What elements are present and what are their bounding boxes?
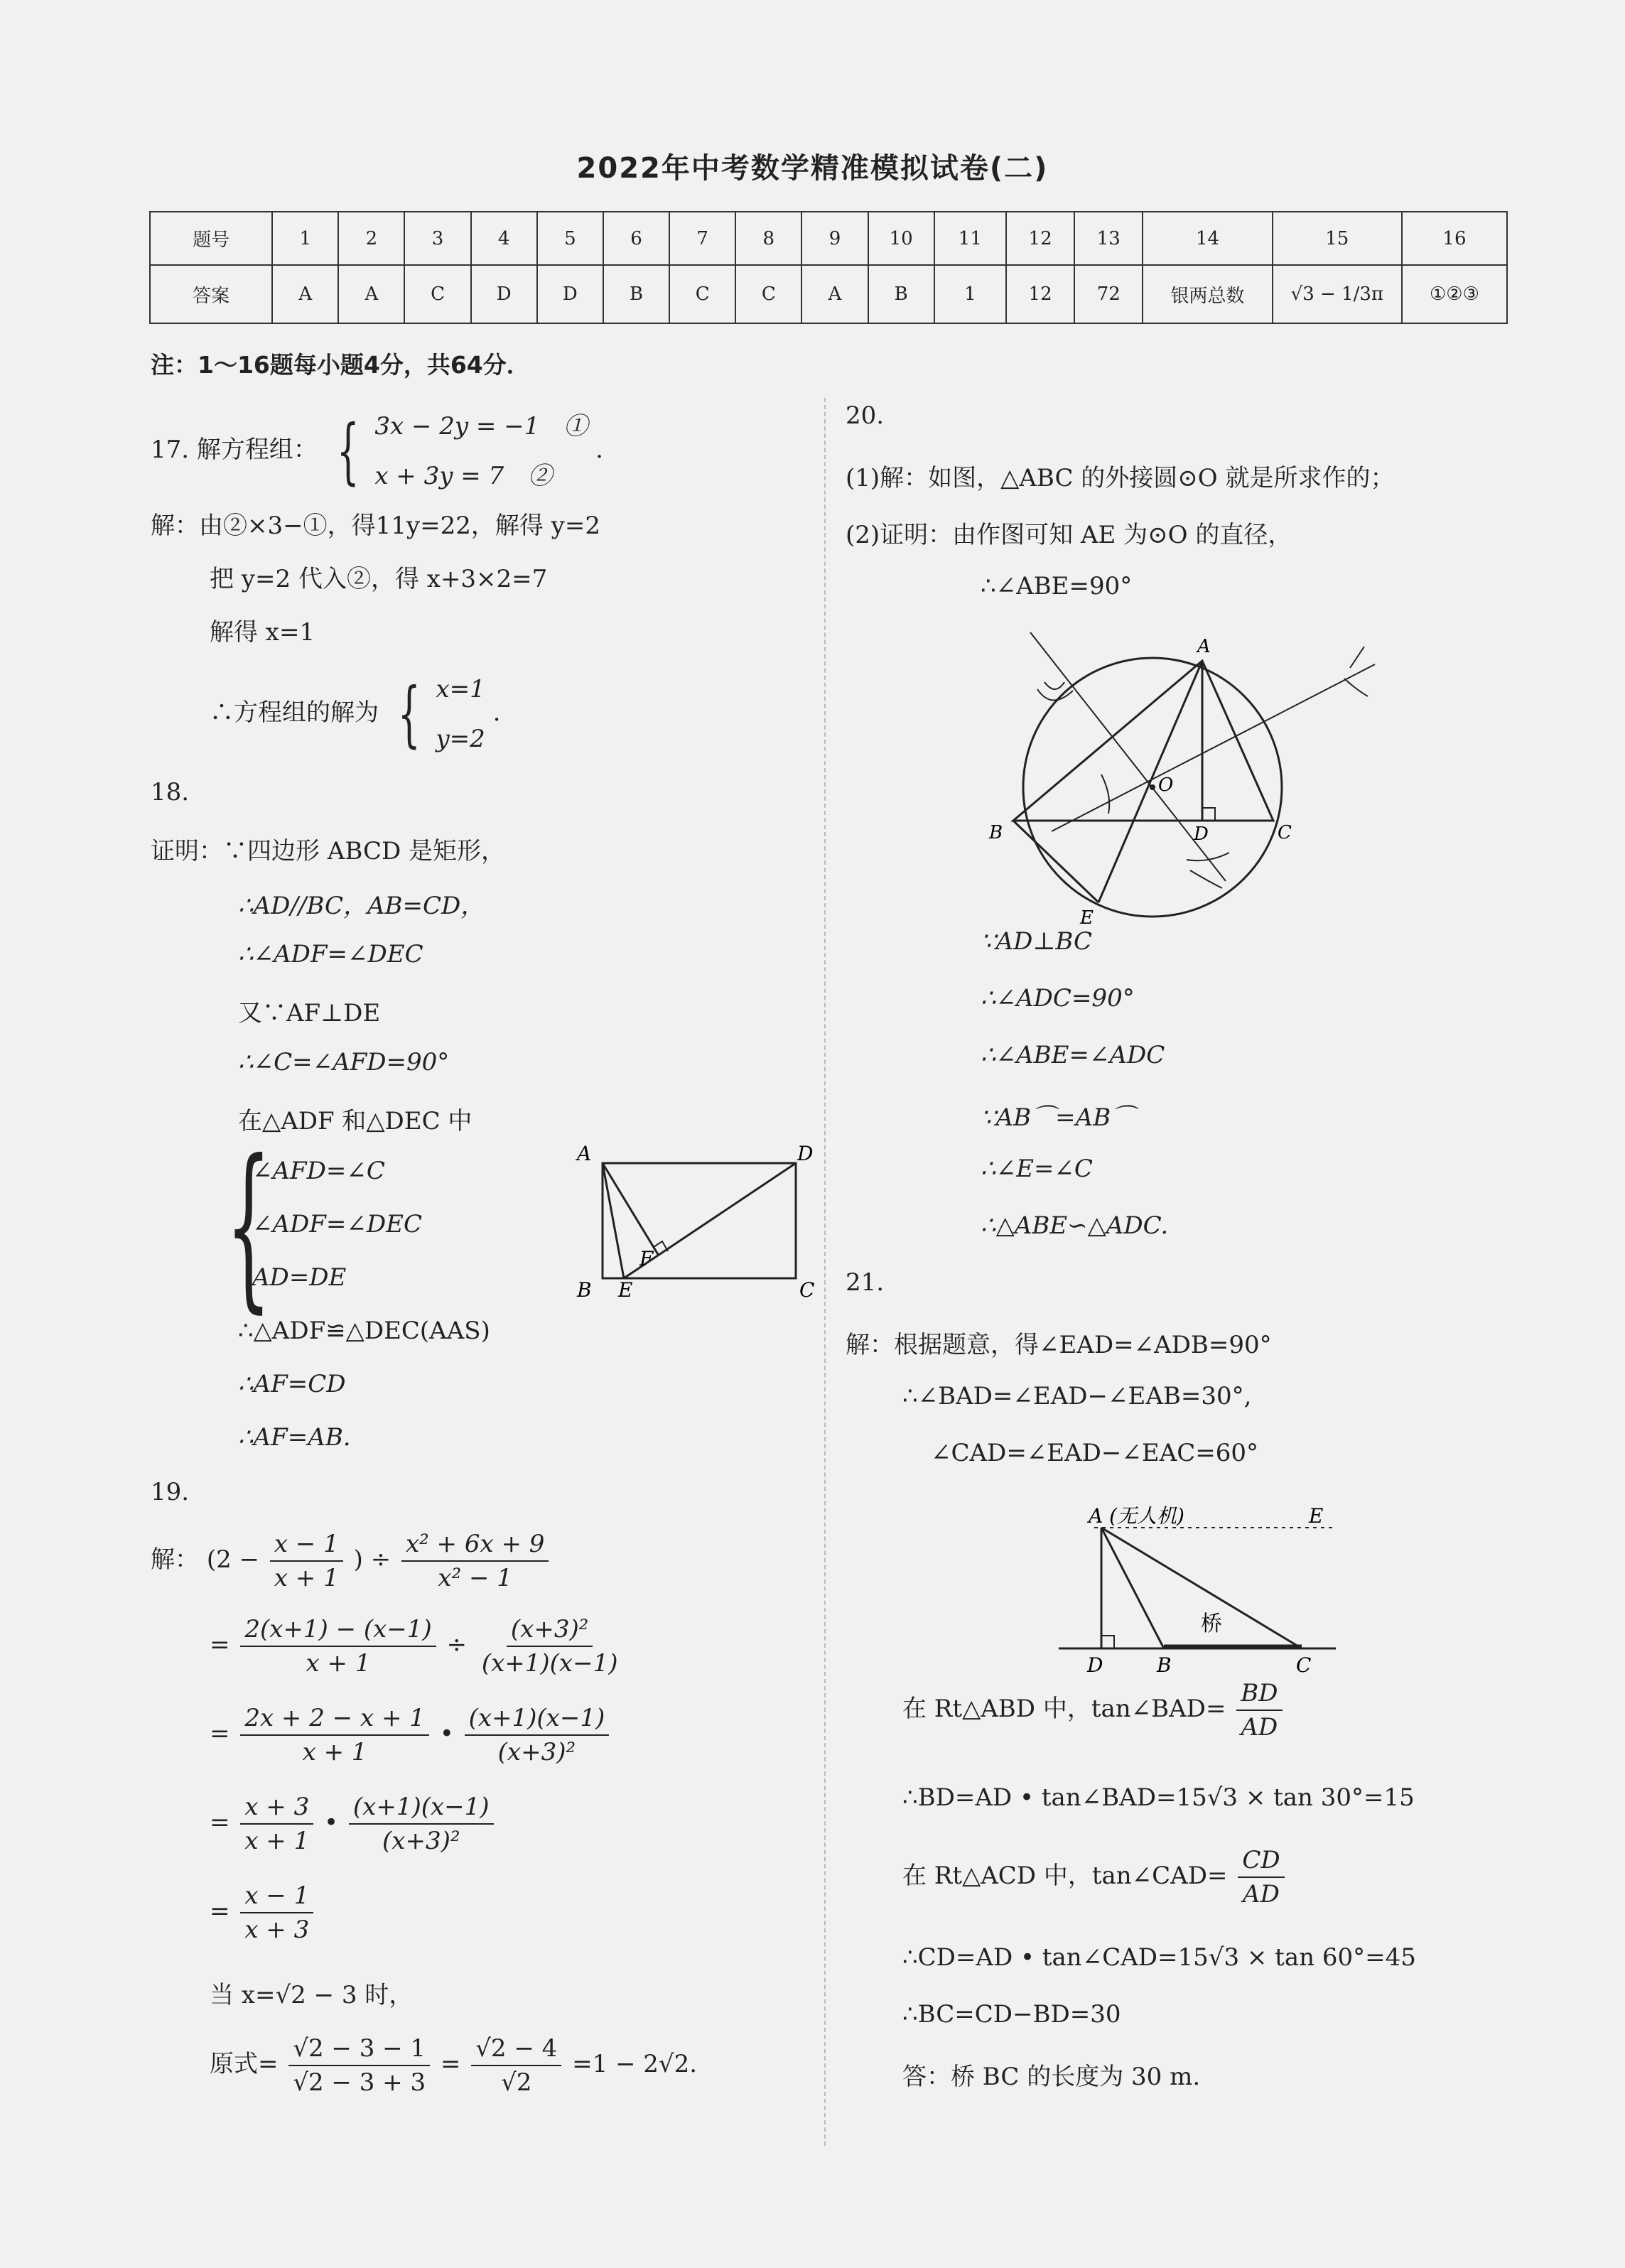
q19-orig: 原式= <box>210 2050 279 2078</box>
table-row <box>150 212 1507 265</box>
q19-expr0 <box>151 1528 551 1594</box>
q21-cd: ∴CD=AD • tan∠CAD=15√3 × tan 60°=45 <box>902 1943 1416 1972</box>
table-cell: 14 <box>1143 212 1272 265</box>
q18-line: ∴△ADF≌△DEC(AAS) <box>238 1317 490 1345</box>
fig18-label-B: B <box>577 1278 592 1302</box>
table-cell: A <box>801 265 868 323</box>
fraction-den: x + 3 <box>244 1916 310 1944</box>
q17-solution: ∴方程组的解为 { x=1 y=2 . <box>210 664 500 764</box>
table-cell: 15 <box>1273 212 1402 265</box>
q21-rt2 <box>902 1844 1287 1911</box>
q18-line: ∴∠ADF=∠DEC <box>238 940 423 968</box>
table-cell: 7 <box>669 212 735 265</box>
table-cell: C <box>669 265 735 323</box>
fraction-num: x² + 6x + 9 <box>401 1528 549 1562</box>
fraction-den: AD <box>1243 1880 1280 1908</box>
fraction-num: BD <box>1236 1677 1282 1711</box>
scoring-note: 注：1～16题每小题4分，共64分． <box>151 351 530 379</box>
fraction-den: (x+3)² <box>382 1827 460 1855</box>
q21-label: 21. <box>846 1268 885 1297</box>
fraction-num: 2(x+1) − (x−1) <box>240 1613 436 1647</box>
table-cell: √3 − 1/3π <box>1273 265 1402 323</box>
fraction-den: x + 1 <box>274 1564 339 1592</box>
table-cell: D <box>537 265 603 323</box>
q17-eq1: 3x − 2y = −1 ① <box>374 412 588 441</box>
fraction-den: √2 − 3 + 3 <box>293 2068 426 2097</box>
fig18-label-A: A <box>577 1142 592 1165</box>
q17-step2: 把 y=2 代入②，得 x+3×2=7 <box>210 565 548 593</box>
fraction-num: CD <box>1238 1844 1284 1878</box>
fraction-den: √2 <box>501 2068 532 2097</box>
table-cell: 银两总数 <box>1143 265 1272 323</box>
times-dot: • <box>324 1808 339 1837</box>
table-cell: 16 <box>1402 212 1507 265</box>
q20-circle-figure <box>981 618 1393 931</box>
fig20-label-D: D <box>1194 824 1209 845</box>
table-cell: D <box>471 265 537 323</box>
q18-line: ∠ADF=∠DEC <box>252 1210 422 1238</box>
table-cell: 4 <box>471 212 537 265</box>
fig18-label-E: E <box>618 1278 633 1302</box>
table-cell: B <box>603 265 669 323</box>
answer-table <box>149 211 1508 324</box>
equals: = <box>210 1897 230 1926</box>
fraction-num: x + 3 <box>240 1791 313 1825</box>
q21-bd: ∴BD=AD • tan∠BAD=15√3 × tan 30°=15 <box>902 1783 1415 1812</box>
fraction-num: (x+1)(x−1) <box>465 1702 610 1736</box>
column-divider <box>824 398 826 2146</box>
fraction-num: 2x + 2 − x + 1 <box>240 1702 429 1736</box>
fig18-label-D: D <box>797 1142 814 1165</box>
q20-line: ∴△ABE∽△ADC. <box>981 1211 1169 1240</box>
q18-label: 18. <box>151 778 190 806</box>
q21-rt1-text: 在 Rt△ABD 中，tan∠BAD= <box>902 1695 1226 1723</box>
fig21-label-E: E <box>1309 1504 1324 1528</box>
q17-sol-y: y=2 <box>436 725 485 753</box>
q18-line: ∴∠C=∠AFD=90° <box>238 1048 450 1076</box>
table-cell: 1 <box>272 212 338 265</box>
table-cell: 6 <box>603 212 669 265</box>
fig21-label-C: C <box>1296 1653 1312 1673</box>
q19-expr2 <box>210 1702 612 1768</box>
table-cell: 2 <box>338 212 404 265</box>
q19-result <box>210 2032 697 2099</box>
q18-line: ∴AF=CD <box>238 1370 346 1398</box>
table-row <box>150 265 1507 323</box>
fig20-label-A: A <box>1197 636 1211 657</box>
q20-line: ∴∠E=∠C <box>981 1155 1093 1183</box>
q19-when: 当 x=√2 − 3 时， <box>210 1981 414 2009</box>
q18-line: 又∵AF⊥DE <box>238 999 381 1027</box>
q17-dot: . <box>595 436 603 464</box>
table-cell: 11 <box>934 212 1006 265</box>
fraction-num: (x+1)(x−1) <box>349 1791 494 1825</box>
table-cell: ①②③ <box>1402 265 1507 323</box>
fig20-label-C: C <box>1278 822 1292 843</box>
q17-system: { 3x − 2y = −1 ① x + 3y = 7 ② <box>325 401 588 501</box>
q17-end: . <box>492 698 501 727</box>
q20-label: 20. <box>846 401 885 430</box>
fraction-den: x + 1 <box>302 1738 367 1766</box>
table-cell: 10 <box>868 212 934 265</box>
q18-rectangle-figure <box>568 1133 824 1304</box>
table-cell: 72 <box>1074 265 1143 323</box>
equals: = <box>440 2050 461 2078</box>
q20-line: ∴∠ABE=90° <box>981 572 1133 600</box>
q20-line: ∵AD⊥BC <box>981 927 1093 956</box>
fraction-num: x − 1 <box>240 1879 313 1913</box>
fraction-den: (x+3)² <box>497 1738 576 1766</box>
fig20-label-B: B <box>989 822 1003 843</box>
fraction-num: √2 − 4 <box>471 2032 561 2066</box>
fraction-den: x + 1 <box>244 1827 310 1855</box>
table-cell: C <box>404 265 470 323</box>
equals: = <box>210 1719 230 1748</box>
q19-final: =1 − 2√2. <box>572 2050 698 2078</box>
fraction-num: √2 − 3 − 1 <box>288 2032 430 2066</box>
table-cell: A <box>338 265 404 323</box>
table-cell: 12 <box>1006 265 1074 323</box>
q17-eq2: x + 3y = 7 ② <box>374 462 553 490</box>
q17-label: 17. 解方程组： <box>151 436 318 464</box>
fig20-label-E: E <box>1080 907 1094 929</box>
q19-expr3 <box>210 1791 497 1857</box>
fig18-label-C: C <box>799 1278 815 1302</box>
fraction-den: x + 1 <box>306 1649 371 1678</box>
fig21-bridge-label: 桥 <box>1201 1611 1222 1636</box>
q17-solution-text: ∴方程组的解为 <box>210 698 379 727</box>
q20-line: (2)证明：由作图可知 AE 为⊙O 的直径， <box>846 521 1292 549</box>
q19-paren-open: (2 − <box>206 1545 260 1574</box>
q17-sol-x: x=1 <box>436 675 485 703</box>
q20-line: (1)解：如图，△ABC 的外接圆⊙O 就是所求作的； <box>846 464 1395 492</box>
table-cell: 13 <box>1074 212 1143 265</box>
equals: = <box>210 1631 230 1659</box>
row-header: 答案 <box>150 265 272 323</box>
q18-line: ∠AFD=∠C <box>252 1157 385 1185</box>
row-header: 题号 <box>150 212 272 265</box>
q19-intro: 解： <box>151 1545 199 1574</box>
table-cell: 12 <box>1006 212 1074 265</box>
q18-line: AD=DE <box>252 1263 347 1292</box>
table-cell: 9 <box>801 212 868 265</box>
q18-line: 证明：∵四边形 ABCD 是矩形， <box>151 837 506 865</box>
q19-label: 19. <box>151 1478 190 1506</box>
fig21-label-B: B <box>1157 1653 1172 1673</box>
fig18-label-F: F <box>639 1247 654 1270</box>
q18-brace: { <box>226 1122 271 1329</box>
fraction-den: AD <box>1241 1713 1278 1742</box>
q21-line: ∴∠BAD=∠EAD−∠EAB=30°, <box>902 1382 1252 1410</box>
fraction-den: x² − 1 <box>438 1564 512 1592</box>
q17-block <box>151 401 603 501</box>
q17-step1: 解：由②×3−①，得11y=22，解得 y=2 <box>151 512 600 540</box>
table-cell: B <box>868 265 934 323</box>
table-cell: 3 <box>404 212 470 265</box>
q20-line: ∵AB⌒=AB⌒ <box>981 1103 1135 1132</box>
fraction-num: x − 1 <box>270 1528 343 1562</box>
table-cell: 5 <box>537 212 603 265</box>
fig20-label-O: O <box>1158 774 1174 796</box>
q20-line: ∴∠ABE=∠ADC <box>981 1041 1165 1069</box>
table-cell: 1 <box>934 265 1006 323</box>
q21-line: 解：根据题意，得∠EAD=∠ADB=90° <box>846 1331 1272 1359</box>
q21-rt2-text: 在 Rt△ACD 中，tan∠CAD= <box>902 1862 1228 1890</box>
q19-paren-close: ) ÷ <box>353 1545 392 1574</box>
divide: ÷ <box>446 1631 468 1659</box>
q20-line: ∴∠ADC=90° <box>981 984 1135 1012</box>
q19-expr1 <box>210 1613 625 1680</box>
q18-line: ∴AD//BC，AB=CD， <box>238 892 485 920</box>
table-cell: C <box>735 265 801 323</box>
q17-step3: 解得 x=1 <box>210 618 315 647</box>
q19-expr4 <box>210 1879 316 1946</box>
times-dot: • <box>439 1719 454 1748</box>
fig21-label-D: D <box>1087 1653 1103 1673</box>
q21-answer: 答：桥 BC 的长度为 30 m. <box>902 2063 1201 2091</box>
q18-line: 在△ADF 和△DEC 中 <box>238 1107 473 1135</box>
q18-line: ∴AF=AB. <box>238 1423 351 1452</box>
equals: = <box>210 1808 230 1837</box>
page-title: 2022年中考数学精准模拟试卷(二) <box>576 152 1049 185</box>
q21-rt1 <box>902 1677 1285 1744</box>
fig21-label-A: A (无人机) <box>1089 1504 1184 1528</box>
table-cell: A <box>272 265 338 323</box>
q21-drone-figure <box>1052 1496 1350 1673</box>
table-cell: 8 <box>735 212 801 265</box>
fraction-den: (x+1)(x−1) <box>481 1649 618 1678</box>
fraction-num: (x+3)² <box>507 1613 593 1647</box>
q21-bc: ∴BC=CD−BD=30 <box>902 2000 1121 2029</box>
q21-line: ∠CAD=∠EAD−∠EAC=60° <box>931 1439 1259 1467</box>
